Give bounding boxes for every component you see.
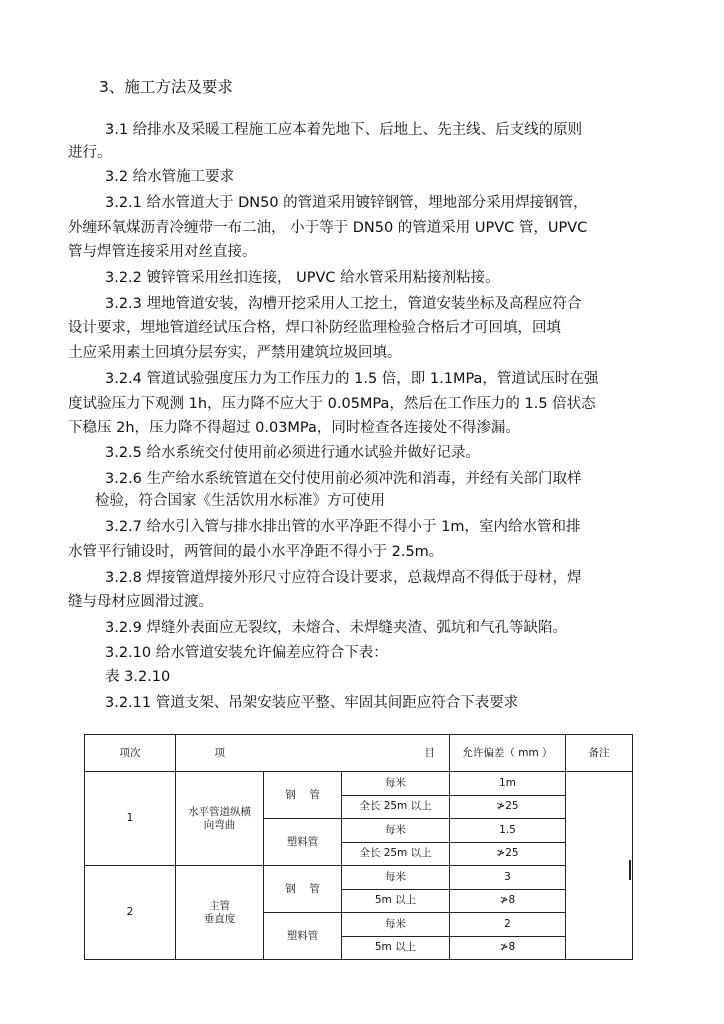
paragraph-line: 3.2.2 镀锌管采用丝扣连接， UPVC 给水管采用粘接剂粘接。 — [105, 270, 500, 286]
paragraph-line: 缝与母材应圆滑过渡。 — [68, 594, 213, 610]
tolerance-value: 3 — [450, 866, 566, 890]
item-name — [176, 866, 264, 960]
section-heading: 3、施工方法及要求 — [99, 78, 233, 96]
scope-cell: 每米 — [342, 819, 450, 843]
paragraph-line: 3.2.1 给水管道大于 DN50 的管道采用镀锌钢管，埋地部分采用焊接钢管， — [105, 195, 588, 211]
scope-cell: 5m 以上 — [342, 936, 450, 960]
paragraph-line: 3.2.6 生产给水系统管道在交付使用前必须冲洗和消毒，并经有关部门取样 — [105, 471, 582, 487]
paragraph-line: 进行。 — [68, 145, 112, 161]
material: 塑料管 — [264, 913, 342, 960]
material: 钢 管 — [264, 866, 342, 913]
scope-cell: 全长 25m 以上 — [342, 842, 450, 866]
item-name-line: 主管 — [209, 899, 230, 912]
table-row — [85, 772, 633, 796]
paragraph-line: 土应采用素土回填分层夯实，严禁用建筑垃圾回填。 — [68, 345, 402, 361]
scope-cell: 每米 — [342, 772, 450, 796]
paragraph-line: 3.2.5 给水系统交付使用前必须进行通水试验并做好记录。 — [105, 445, 481, 461]
header-item: 项 — [176, 735, 264, 772]
tolerance-table — [84, 734, 633, 960]
paragraph-line: 3.2.9 焊缝外表面应无裂纹，未熔合、未焊缝夹渣、弧坑和气孔等缺陷。 — [105, 620, 568, 636]
header-item-spacer — [264, 735, 342, 772]
paragraph-line: 检验，符合国家《生活饮用水标准》方可使用 — [95, 493, 385, 509]
paragraph-line: 下稳压 2h，压力降不得超过 0.03MPa，同时检查各连接处不得渗漏。 — [68, 420, 520, 436]
header-remark: 备注 — [566, 735, 633, 772]
paragraph-line: 3.2.7 给水引入管与排水排出管的水平净距不得小于 1m，室内给水管和排 — [105, 519, 581, 535]
tolerance-value: 2 — [450, 913, 566, 937]
tolerance-value: ≯8 — [450, 936, 566, 960]
item-name-line: 向弯曲 — [203, 818, 236, 831]
header-no: 项次 — [85, 735, 176, 772]
paragraph-line: 3.2 给水管施工要求 — [105, 169, 235, 185]
material: 钢 管 — [264, 772, 342, 819]
tolerance-value: 1m — [450, 772, 566, 796]
paragraph-line: 3.2.8 焊接管道焊接外形尺寸应符合设计要求，总裁焊高不得低于母材，焊 — [105, 570, 582, 586]
paragraph-line: 设计要求，埋地管道经试压合格，焊口补防经监理检验合格后才可回填，回填 — [68, 320, 561, 336]
table-caption: 表 3.2.10 — [105, 669, 171, 685]
paragraph-line: 度试验压力下观测 1h，压力降不应大于 0.05MPa，然后在工作压力的 1.5 倍状态 — [68, 396, 596, 412]
remark-cell — [566, 772, 633, 960]
row-number: 1 — [85, 772, 176, 866]
header-tolerance: 允许偏差（ mm ） — [450, 735, 566, 772]
header-item-suffix: 目 — [342, 735, 450, 772]
material: 塑料管 — [264, 819, 342, 866]
border-fragment — [629, 860, 631, 880]
tolerance-value: ≯25 — [450, 842, 566, 866]
tolerance-value: ≯25 — [450, 795, 566, 819]
paragraph-line: 3.2.11 管道支架、吊架安装应平整、牢固其间距应符合下表要求 — [105, 695, 519, 711]
item-name — [176, 772, 264, 866]
scope-cell: 全长 25m 以上 — [342, 795, 450, 819]
tolerance-value: 1.5 — [450, 819, 566, 843]
paragraph-line: 3.2.4 管道试验强度压力为工作压力的 1.5 倍，即 1.1MPa，管道试压时在强 — [105, 371, 599, 387]
table-header-row — [85, 735, 633, 772]
table-row — [85, 866, 633, 890]
paragraph-line: 3.2.3 埋地管道安装，沟槽开挖采用人工挖土，管道安装坐标及高程应符合 — [105, 296, 582, 312]
item-name-line: 垂直度 — [203, 912, 236, 925]
paragraph-line: 3.1 给排水及采暖工程施工应本着先地下、后地上、先主线、后支线的原则 — [105, 122, 583, 138]
scope-cell: 5m 以上 — [342, 889, 450, 913]
paragraph-line: 外缠环氧煤沥青冷缠带一布二油， 小于等于 DN50 的管道采用 UPVC 管，UPVC — [68, 220, 588, 236]
paragraph-line: 水管平行铺设时，两管间的最小水平净距不得小于 2.5m。 — [68, 544, 444, 560]
item-name-line: 水平管道纵横 — [188, 805, 251, 818]
tolerance-value: ≯8 — [450, 889, 566, 913]
scope-cell: 每米 — [342, 866, 450, 890]
paragraph-line: 管与焊管连接采用对丝直接。 — [68, 244, 257, 260]
paragraph-line: 3.2.10 给水管道安装允许偏差应符合下表： — [105, 645, 388, 661]
row-number: 2 — [85, 866, 176, 960]
scope-cell: 每米 — [342, 913, 450, 937]
